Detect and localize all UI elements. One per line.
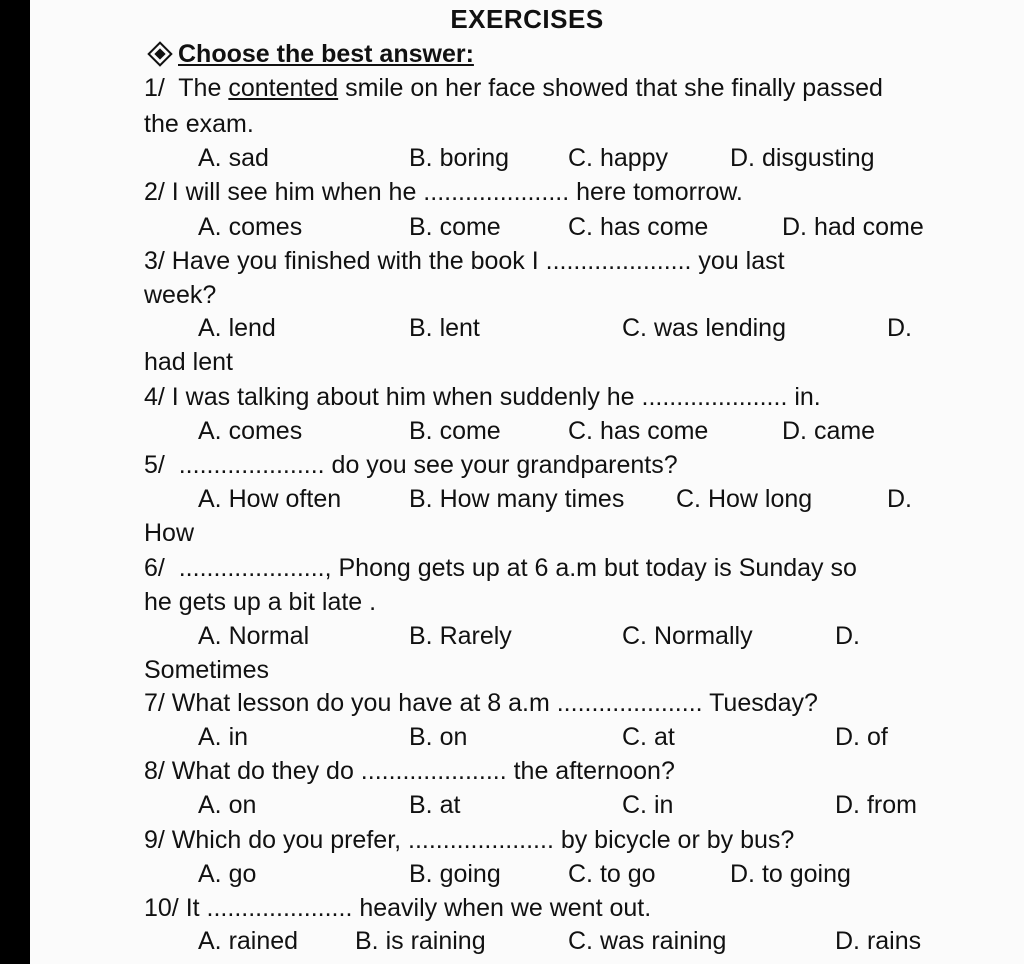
question-4-option-d: D. came	[782, 417, 876, 445]
question-1-prefix: 1/ The	[144, 74, 229, 102]
question-2-option-a: A. comes	[198, 213, 303, 241]
question-5-option-d-wrap: How	[144, 519, 195, 547]
question-1-option-d: D. disgusting	[730, 144, 875, 172]
question-10-option-c: C. was raining	[568, 927, 727, 955]
question-5-option-d: D.	[887, 485, 912, 513]
question-7: 7/ What lesson do you have at 8 a.m ..................... Tuesday?	[144, 689, 818, 717]
question-7-option-a: A. in	[198, 723, 249, 751]
question-9-option-b: B. going	[409, 860, 501, 888]
worksheet-page	[30, 0, 1024, 964]
question-1-option-b: B. boring	[409, 144, 510, 172]
question-2-option-c: C. has come	[568, 213, 709, 241]
question-8: 8/ What do they do ..................... the afternoon?	[144, 757, 675, 785]
question-10-option-d: D. rains	[835, 927, 922, 955]
question-8-option-b: B. at	[409, 791, 461, 819]
question-5-option-c: C. How long	[676, 485, 813, 513]
question-6-line-2: he gets up a bit late .	[144, 588, 377, 616]
question-6-option-a: A. Normal	[198, 622, 310, 650]
question-5: 5/ ..................... do you see your grandparents?	[144, 451, 678, 479]
question-6-option-b: B. Rarely	[409, 622, 512, 650]
question-9: 9/ Which do you prefer, ..................... by bicycle or by bus?	[144, 826, 795, 854]
question-8-option-a: A. on	[198, 791, 257, 819]
question-6: 6/ ....................., Phong gets up at 6 a.m but today is Sunday so	[144, 554, 857, 582]
question-3-option-b: B. lent	[409, 314, 480, 342]
question-3: 3/ Have you finished with the book I ..................... you last	[144, 247, 785, 275]
question-10: 10/ It ..................... heavily when we went out.	[144, 894, 652, 922]
question-8-option-c: C. in	[622, 791, 674, 819]
question-4: 4/ I was talking about him when suddenly he ..................... in.	[144, 383, 821, 411]
question-7-option-c: C. at	[622, 723, 675, 751]
question-2-option-d: D. had come	[782, 213, 924, 241]
question-1-line-2: the exam.	[144, 110, 254, 138]
question-2-option-b: B. come	[409, 213, 501, 241]
question-7-option-d: D. of	[835, 723, 888, 751]
question-10-option-a: A. rained	[198, 927, 299, 955]
question-9-option-a: A. go	[198, 860, 257, 888]
question-3-option-d: D.	[887, 314, 912, 342]
instruction-heading	[146, 39, 474, 69]
question-9-option-d: D. to going	[730, 860, 851, 888]
page-title: EXERCISES	[450, 4, 604, 34]
question-1-option-a: A. sad	[198, 144, 269, 172]
question-6-option-c: C. Normally	[622, 622, 753, 650]
instruction-text: Choose the best answer:	[178, 40, 474, 68]
question-4-option-c: C. has come	[568, 417, 709, 445]
question-6-option-d: D.	[835, 622, 860, 650]
question-1-option-c: C. happy	[568, 144, 669, 172]
question-4-option-a: A. comes	[198, 417, 303, 445]
question-6-option-d-wrap: Sometimes	[144, 656, 270, 684]
diamond-bullet-icon	[147, 42, 172, 67]
question-5-option-b: B. How many times	[409, 485, 625, 513]
question-4-option-b: B. come	[409, 417, 501, 445]
question-2: 2/ I will see him when he ..................... here tomorrow.	[144, 178, 743, 206]
question-9-option-c: C. to go	[568, 860, 656, 888]
question-5-option-a: A. How often	[198, 485, 342, 513]
question-3-option-d-wrap: had lent	[144, 348, 233, 376]
question-7-option-b: B. on	[409, 723, 468, 751]
question-3-option-a: A. lend	[198, 314, 276, 342]
question-1-suffix: smile on her face showed that she finally passed	[338, 74, 883, 102]
question-10-option-b: B. is raining	[355, 927, 486, 955]
question-3-option-c: C. was lending	[622, 314, 786, 342]
question-1-underlined-word: contented	[228, 74, 339, 102]
question-1	[144, 73, 883, 103]
question-3-line-2: week?	[144, 281, 217, 309]
question-8-option-d: D. from	[835, 791, 917, 819]
